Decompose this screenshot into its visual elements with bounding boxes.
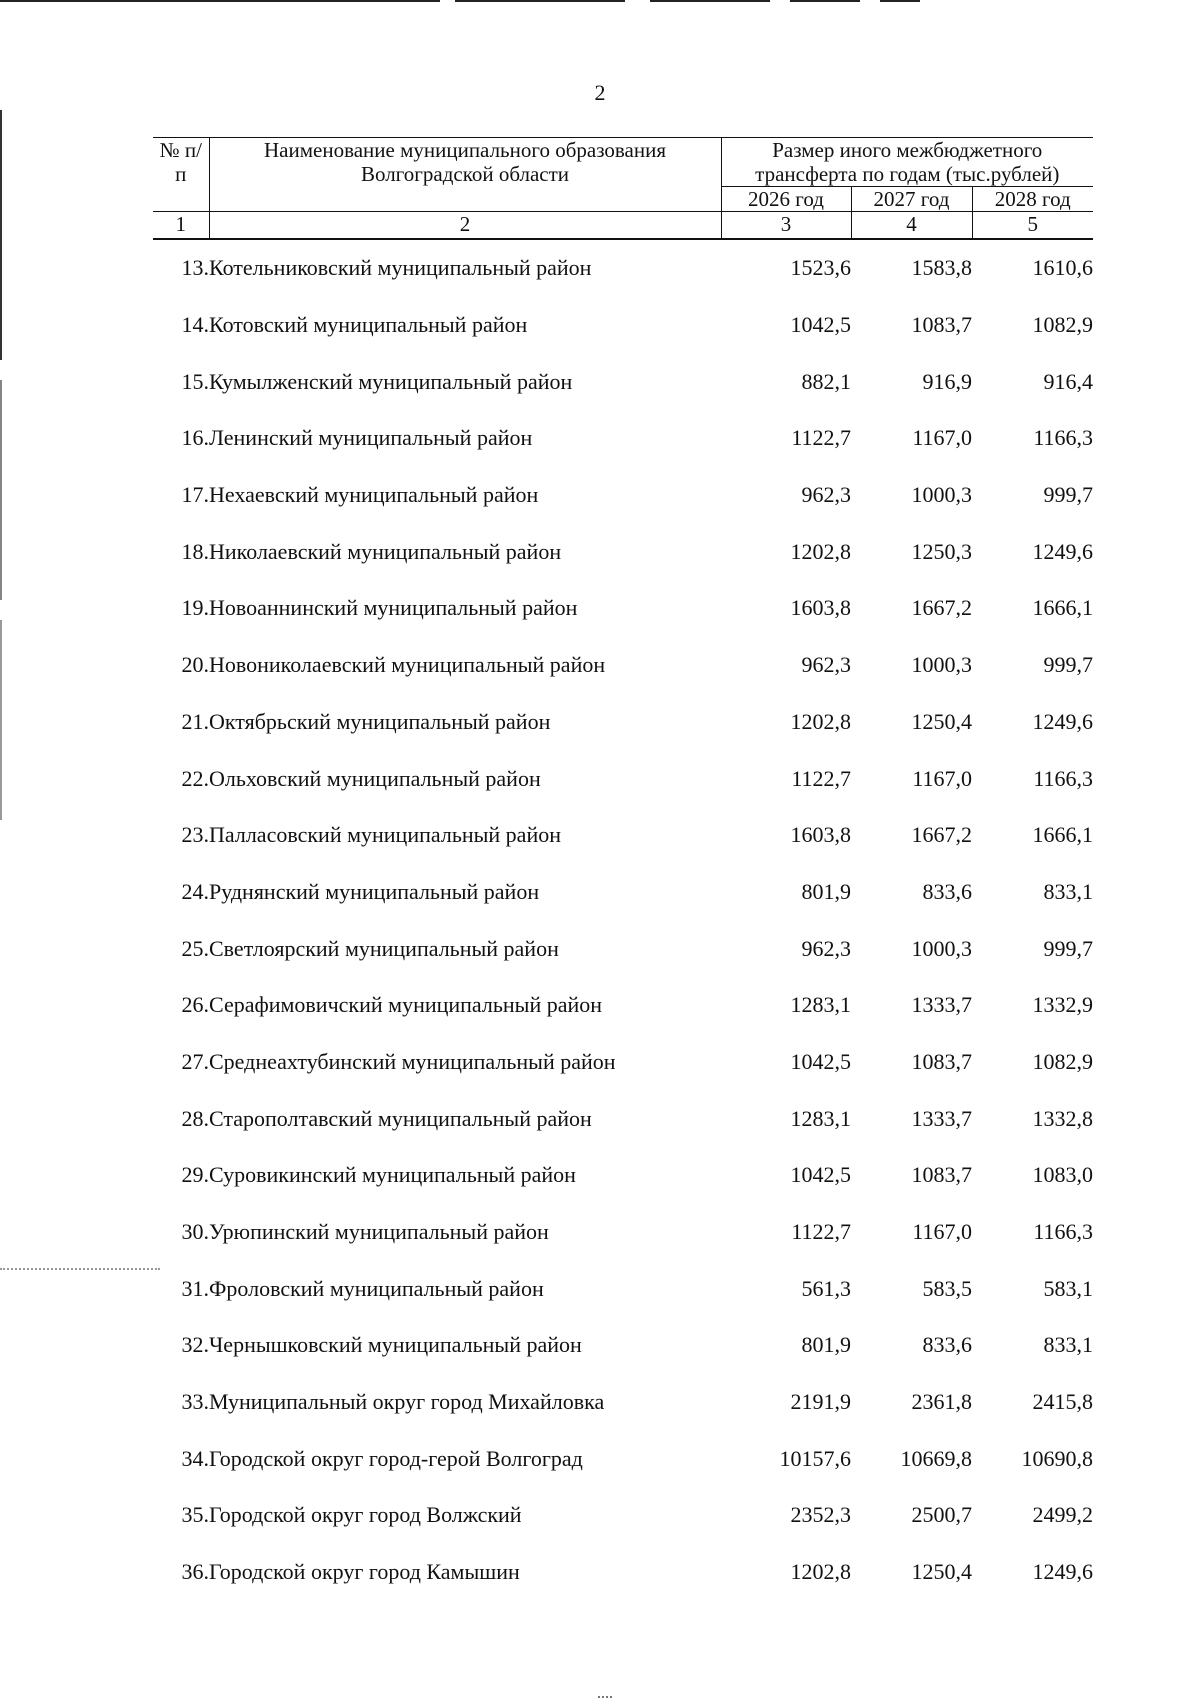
row-number: 23. — [181, 822, 209, 848]
row-number: 21. — [181, 708, 209, 734]
value-2028: 1249,6 — [1032, 538, 1094, 564]
value-2028: 1610,6 — [1032, 255, 1094, 281]
value-2027: 1583,8 — [911, 255, 972, 281]
value-2026: 801,9 — [801, 878, 851, 904]
row-number: 24. — [181, 878, 209, 904]
value-2027: 1167,0 — [912, 765, 972, 791]
table-row — [153, 1147, 1093, 1204]
value-2028: 1166,3 — [1033, 425, 1094, 451]
value-2027: 1000,3 — [911, 652, 972, 678]
value-2026: 1603,8 — [790, 822, 851, 848]
value-2027: 1167,0 — [912, 425, 972, 451]
value-2026: 1122,7 — [791, 765, 851, 791]
municipality-name: Кумылженский муниципальный район — [209, 368, 573, 394]
municipality-name: Старополтавский муниципальный район — [209, 1105, 592, 1131]
municipality-name: Городской округ город Волжский — [209, 1502, 522, 1528]
value-2028: 1083,0 — [1032, 1162, 1094, 1188]
value-2026: 882,1 — [801, 368, 851, 394]
scan-side-dots — [0, 1268, 160, 1272]
value-2027: 1000,3 — [911, 482, 972, 508]
row-number: 27. — [181, 1048, 209, 1074]
scan-top-edge — [0, 0, 1200, 4]
table-row — [153, 580, 1093, 637]
row-number: 25. — [181, 935, 209, 961]
table-row — [153, 920, 1093, 977]
municipality-name: Серафимовичский муниципальный район — [209, 992, 603, 1018]
municipality-name: Ленинский муниципальный район — [209, 425, 533, 451]
row-number: 36. — [181, 1559, 209, 1585]
table-row — [153, 410, 1093, 467]
value-2028: 1249,6 — [1032, 708, 1094, 734]
value-2028: 583,1 — [1043, 1275, 1094, 1301]
value-2028: 916,4 — [1043, 368, 1094, 394]
scan-left-edge-mark — [0, 620, 2, 820]
table-row — [153, 1204, 1093, 1261]
value-2026: 1283,1 — [790, 1105, 851, 1131]
table-row — [153, 637, 1093, 694]
value-2027: 1167,0 — [912, 1219, 972, 1245]
row-number: 28. — [181, 1105, 209, 1131]
table-row — [153, 297, 1093, 354]
table-row — [153, 1090, 1093, 1147]
row-number: 13. — [181, 255, 209, 281]
row-number: 31. — [181, 1275, 209, 1301]
value-2027: 833,6 — [922, 1332, 972, 1358]
value-2028: 1332,9 — [1032, 992, 1094, 1018]
municipality-name: Среднеахтубинский муниципальный район — [209, 1048, 616, 1074]
municipality-name: Чернышковский муниципальный район — [209, 1332, 582, 1358]
municipality-name: Городской округ город Камышин — [209, 1559, 520, 1585]
value-2027: 1250,4 — [911, 708, 972, 734]
value-2028: 2499,2 — [1032, 1502, 1094, 1528]
value-2026: 2191,9 — [790, 1389, 851, 1415]
header-colnum-4: 4 — [851, 212, 972, 240]
row-number: 18. — [181, 538, 209, 564]
row-number: 17. — [181, 482, 209, 508]
value-2027: 583,5 — [922, 1275, 972, 1301]
row-number: 32. — [181, 1332, 209, 1358]
row-number: 26. — [181, 992, 209, 1018]
scan-left-edge-mark — [0, 380, 2, 600]
municipality-name: Светлоярский муниципальный район — [209, 935, 559, 961]
municipality-name: Новониколаевский муниципальный район — [209, 652, 606, 678]
header-name: Наименование муниципального образования Волгоградской области — [209, 138, 721, 212]
value-2028: 1666,1 — [1032, 595, 1094, 621]
municipality-name: Новоаннинский муниципальный район — [209, 595, 578, 621]
value-2027: 10669,8 — [900, 1445, 972, 1471]
header-colnum-2: 2 — [209, 212, 721, 240]
value-2028: 1666,1 — [1032, 822, 1094, 848]
value-2026: 962,3 — [801, 482, 851, 508]
header-year-2027: 2027 год — [851, 187, 972, 212]
table-row — [153, 864, 1093, 921]
row-number: 15. — [181, 368, 209, 394]
value-2027: 1250,4 — [911, 1559, 972, 1585]
table-row — [153, 694, 1093, 751]
row-number: 20. — [181, 652, 209, 678]
value-2028: 1166,3 — [1033, 1219, 1094, 1245]
value-2026: 1042,5 — [790, 312, 851, 338]
value-2026: 962,3 — [801, 652, 851, 678]
header-no: № п/п — [153, 138, 209, 212]
value-2026: 1042,5 — [790, 1048, 851, 1074]
value-2026: 801,9 — [801, 1332, 851, 1358]
municipality-name: Суровикинский муниципальный район — [209, 1162, 576, 1188]
value-2028: 999,7 — [1043, 935, 1094, 961]
value-2028: 999,7 — [1043, 482, 1094, 508]
municipality-name: Урюпинский муниципальный район — [209, 1219, 549, 1245]
municipality-name: Руднянский муниципальный район — [209, 878, 540, 904]
table-row — [153, 239, 1093, 297]
value-2026: 561,3 — [801, 1275, 851, 1301]
municipality-name: Муниципальный округ город Михайловка — [209, 1389, 605, 1415]
row-number: 19. — [181, 595, 209, 621]
value-2027: 1250,3 — [911, 538, 972, 564]
value-2027: 1333,7 — [911, 992, 972, 1018]
value-2028: 1082,9 — [1032, 312, 1094, 338]
value-2026: 1122,7 — [791, 1219, 851, 1245]
value-2026: 1283,1 — [790, 992, 851, 1018]
row-number: 14. — [181, 312, 209, 338]
value-2026: 1202,8 — [790, 538, 851, 564]
municipality-name: Котовский муниципальный район — [209, 312, 528, 338]
value-2027: 1333,7 — [911, 1105, 972, 1131]
row-number: 22. — [181, 765, 209, 791]
table-row — [153, 523, 1093, 580]
value-2028: 833,1 — [1043, 878, 1094, 904]
table-row — [153, 1487, 1093, 1544]
value-2026: 1202,8 — [790, 1559, 851, 1585]
table-row — [153, 750, 1093, 807]
municipality-name: Нехаевский муниципальный район — [209, 482, 539, 508]
table-body — [153, 239, 1093, 1601]
table-row — [153, 1544, 1093, 1601]
row-number: 33. — [181, 1389, 209, 1415]
header-colnum-3: 3 — [721, 212, 851, 240]
table-row — [153, 1374, 1093, 1431]
table-row — [153, 807, 1093, 864]
value-2026: 2352,3 — [790, 1502, 851, 1528]
table-row — [153, 467, 1093, 524]
municipality-name: Городской округ город-герой Волгоград — [209, 1445, 583, 1471]
municipality-name: Котельниковский муниципальный район — [209, 255, 592, 281]
header-colnum-1: 1 — [153, 212, 209, 240]
value-2027: 2361,8 — [911, 1389, 972, 1415]
value-2028: 1332,8 — [1032, 1105, 1094, 1131]
municipality-name: Фроловский муниципальный район — [209, 1275, 544, 1301]
header-colnum-5: 5 — [972, 212, 1093, 240]
header-year-2028: 2028 год — [972, 187, 1093, 212]
header-year-2026: 2026 год — [721, 187, 851, 212]
value-2026: 962,3 — [801, 935, 851, 961]
value-2028: 10690,8 — [1021, 1445, 1094, 1471]
value-2028: 1249,6 — [1032, 1559, 1094, 1585]
row-number: 29. — [181, 1162, 209, 1188]
table-row — [153, 1260, 1093, 1317]
value-2027: 1667,2 — [911, 595, 972, 621]
value-2026: 1202,8 — [790, 708, 851, 734]
value-2026: 1122,7 — [791, 425, 851, 451]
table-row — [153, 1317, 1093, 1374]
header-transfer-size: Размер иного межбюджетного трансферта по годам (тыс.рублей) — [721, 138, 1093, 187]
transfer-table — [153, 137, 1093, 1601]
scan-bottom-mark — [598, 1696, 612, 1702]
value-2027: 1083,7 — [911, 1162, 972, 1188]
value-2026: 1603,8 — [790, 595, 851, 621]
row-number: 34. — [181, 1445, 209, 1471]
value-2027: 916,9 — [922, 368, 972, 394]
value-2028: 833,1 — [1043, 1332, 1094, 1358]
value-2027: 1083,7 — [911, 1048, 972, 1074]
municipality-name: Палласовский муниципальный район — [209, 822, 561, 848]
value-2028: 1082,9 — [1032, 1048, 1094, 1074]
table-row — [153, 977, 1093, 1034]
table-row — [153, 353, 1093, 410]
value-2027: 1083,7 — [911, 312, 972, 338]
table-row — [153, 1430, 1093, 1487]
value-2026: 10157,6 — [779, 1445, 851, 1471]
value-2028: 2415,8 — [1032, 1389, 1094, 1415]
row-number: 30. — [181, 1219, 209, 1245]
value-2028: 999,7 — [1043, 652, 1094, 678]
row-number: 16. — [181, 425, 209, 451]
municipality-name: Октябрьский муниципальный район — [209, 708, 551, 734]
table-row — [153, 1034, 1093, 1091]
value-2026: 1042,5 — [790, 1162, 851, 1188]
value-2026: 1523,6 — [790, 255, 851, 281]
value-2027: 1000,3 — [911, 935, 972, 961]
municipality-name: Николаевский муниципальный район — [209, 538, 562, 564]
scan-left-edge-mark — [0, 110, 2, 360]
value-2028: 1166,3 — [1033, 765, 1094, 791]
value-2027: 833,6 — [922, 878, 972, 904]
row-number: 35. — [181, 1502, 209, 1528]
municipality-name: Ольховский муниципальный район — [209, 765, 541, 791]
value-2027: 1667,2 — [911, 822, 972, 848]
value-2027: 2500,7 — [911, 1502, 972, 1528]
page-number: 2 — [594, 80, 606, 105]
